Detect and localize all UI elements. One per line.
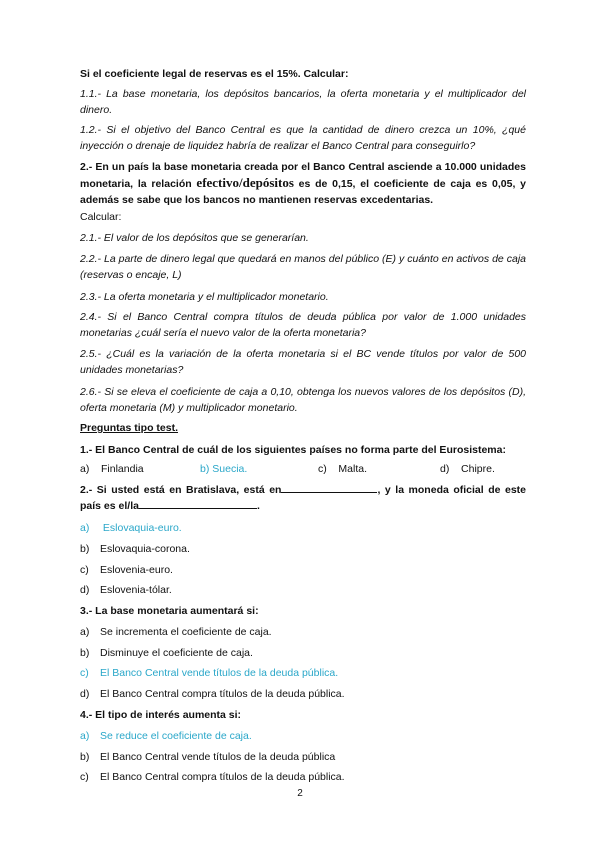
t3-option-d[interactable]: d) El Banco Central compra títulos de la deuda pública. [80, 688, 345, 700]
t2-option-b[interactable]: b) Eslovaquia-corona. [80, 543, 190, 555]
blank-field-1[interactable] [281, 482, 377, 493]
question-2-4: 2.4.- Si el Banco Central compra títulos de deuda pública por valor de 1.000 unidades monetarias ¿cuál sería el nuevo valor de la oferta monetaria? [80, 311, 526, 339]
t4-option-b[interactable]: b) El Banco Central vende títulos de la deuda pública [80, 751, 336, 763]
t3-option-c[interactable]: c) El Banco Central vende títulos de la deuda pública. [80, 667, 339, 679]
question-2-part2: es de 0,15, el coeficiente de caja es 0,05, y además se sabe que los bancos no mantienen reservas excedentarias. [80, 178, 526, 206]
question-2-2: 2.2.- La parte de dinero legal que quedará en manos del público (E) y cuánto en activos de caja (reservas o encaje, L) [80, 253, 526, 281]
test-question-1: 1.- El Banco Central de cuál de los siguientes países no forma parte del Eurosistema: [80, 444, 506, 456]
t4-option-a[interactable]: a) Se reduce el coeficiente de caja. [80, 730, 252, 742]
question-2-ratio: efectivo/depósitos [196, 175, 294, 190]
t2-option-d[interactable]: d) Eslovenia-tólar. [80, 584, 172, 596]
intro-heading: Si el coeficiente legal de reservas es el 15%. Calcular: [80, 68, 349, 80]
test-question-2: 2.- Si usted está en Bratislava, está en , y la moneda oficial de este país es el/la . [80, 484, 526, 512]
t1-option-d[interactable]: d) Chipre. [440, 463, 495, 475]
t1-option-a[interactable]: a) Finlandia [80, 463, 144, 475]
question-2-part1: 2.- En un país la base monetaria creada por el Banco Central asciende a 10.000 unidades monetaria, la relación [80, 161, 526, 190]
question-1-2: 1.2.- Si el objetivo del Banco Central es que la cantidad de dinero crezca un 10%, ¿qué inyección o drenaje de liquidez habría de realizar el Banco Central para conseguirlo? [80, 124, 526, 152]
test-question-4: 4.- El tipo de interés aumenta si: [80, 709, 242, 721]
t1-option-b[interactable]: b) Suecia. [200, 463, 248, 475]
page-number: 2 [297, 788, 303, 799]
question-2-1: 2.1.- El valor de los depósitos que se generarían. [80, 232, 309, 244]
blank-field-2[interactable] [139, 498, 257, 509]
question-2 [80, 159, 526, 208]
test-question-3: 3.- La base monetaria aumentará si: [80, 605, 259, 617]
t3-option-b[interactable]: b) Disminuye el coeficiente de caja. [80, 647, 253, 659]
t2-option-c[interactable]: c) Eslovenia-euro. [80, 564, 173, 576]
question-2-5: 2.5.- ¿Cuál es la variación de la oferta monetaria si el BC vende títulos por valor de 500 unidades monetarias? [80, 348, 526, 376]
t1-option-c[interactable]: c) Malta. [318, 463, 368, 475]
question-2-6: 2.6.- Si se eleva el coeficiente de caja a 0,10, obtenga los nuevos valores de los depósitos (D), oferta monetaria (M) y multiplicador monetario. [80, 386, 526, 414]
calcular-label: Calcular: [80, 211, 122, 223]
question-1-1: 1.1.- La base monetaria, los depósitos bancarios, la oferta monetaria y el multiplicador del dinero. [80, 88, 526, 116]
test-section-title: Preguntas tipo test. [80, 422, 179, 434]
t4-option-c[interactable]: c) El Banco Central compra títulos de la deuda pública. [80, 771, 345, 783]
question-2-3: 2.3.- La oferta monetaria y el multiplicador monetario. [80, 291, 329, 303]
t3-option-a[interactable]: a) Se incrementa el coeficiente de caja. [80, 626, 272, 638]
t2-option-a[interactable]: a) Eslovaquia-euro. [80, 522, 182, 534]
